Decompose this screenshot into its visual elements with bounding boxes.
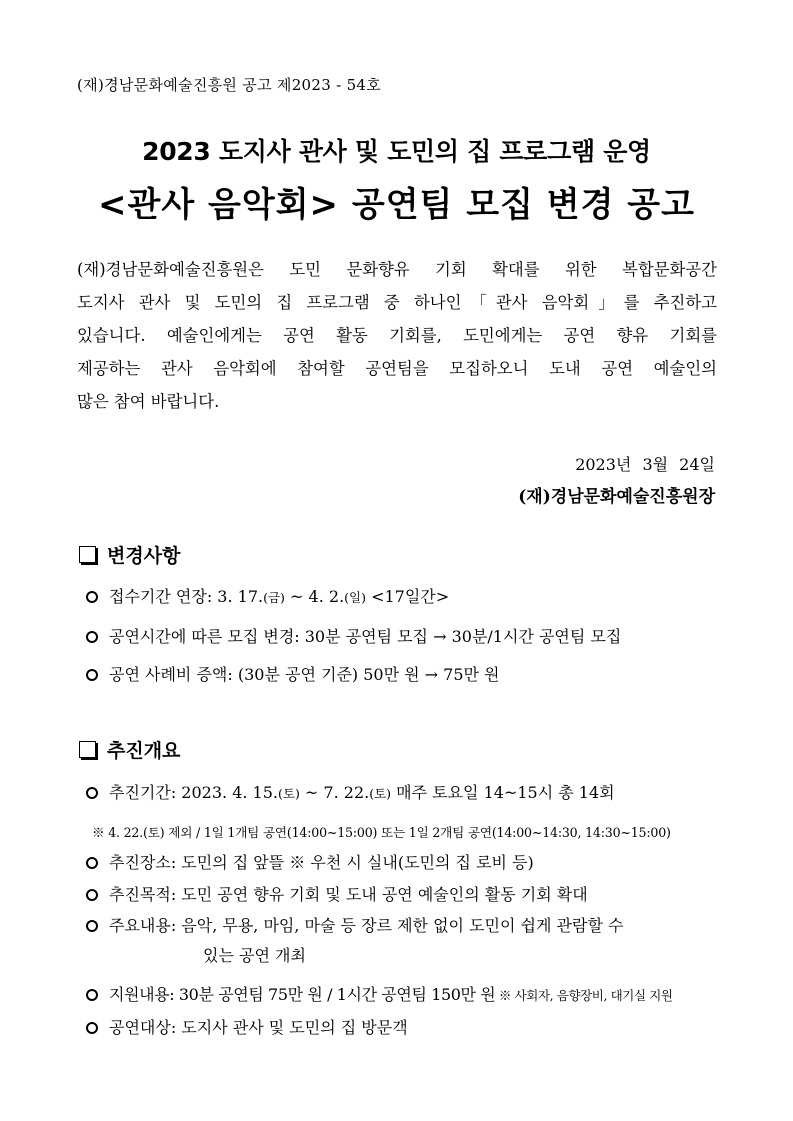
section-heading-overview [79, 736, 180, 763]
weekday: (금) [263, 590, 285, 605]
overview-content-continued: 있는 공연 개최 [203, 946, 306, 965]
overview-text: 주요내용: 음악, 무용, 마임, 마술 등 장르 제한 없이 도민이 쉽게 관람할 수 [109, 916, 624, 935]
overview-item-place [86, 850, 534, 873]
period-note: ※ 4. 22.(토) 제외 / 1일 1개팀 공연(14:00~15:00) 또는 1일 2개팀 공연(14:00~14:30, 14:30~15:00) [92, 825, 671, 840]
overview-item-target [86, 1015, 408, 1038]
overview-item-content [86, 913, 623, 936]
change-item-deadline [86, 584, 449, 607]
intro-line: (재)경남문화예술진흥원은 도민 문화향유 기회 확대를 위한 복합문화공간 [77, 260, 717, 279]
weekday: (일) [344, 590, 366, 605]
change-text: 공연 사례비 증액: (30분 공연 기준) 50만 원 → 75만 원 [109, 665, 500, 684]
section-heading-label: 변경사항 [107, 545, 181, 567]
change-item-fee [86, 662, 500, 685]
circle-bullet-icon [86, 787, 98, 799]
intro-line: 많은 참여 바랍니다. [77, 392, 220, 411]
circle-bullet-icon [86, 631, 98, 643]
intro-line: 제공하는 관사 음악회에 참여할 공연팀을 모집하오니 도내 공연 예술인의 [77, 359, 717, 378]
circle-bullet-icon [86, 920, 98, 932]
intro-paragraph [77, 253, 717, 418]
overview-text: ~ 7. 22. [299, 783, 370, 802]
overview-item-support [86, 982, 673, 1005]
overview-item-period [86, 780, 615, 803]
change-text: <17일간> [366, 587, 450, 606]
checkbox-square-icon [79, 546, 96, 563]
issuer-name: (재)경남문화예술진흥원장 [518, 487, 715, 507]
notice-number: (재)경남문화예술진흥원 공고 제2023 - 54호 [77, 76, 382, 94]
overview-text: 공연대상: 도지사 관사 및 도민의 집 방문객 [109, 1018, 408, 1037]
circle-bullet-icon [86, 989, 98, 1001]
circle-bullet-icon [86, 1022, 98, 1034]
weekday: (토) [278, 786, 300, 801]
overview-item-purpose [86, 882, 588, 905]
intro-line: 도지사 관사 및 도민의 집 프로그램 중 하나인「관사 음악회」를 추진하고 [77, 293, 717, 312]
change-text: ~ 4. 2. [284, 587, 345, 606]
section-heading-label: 추진개요 [107, 740, 181, 762]
notice-date: 2023년 3월 24일 [575, 455, 715, 474]
overview-text: 추진장소: 도민의 집 앞뜰 ※ 우천 시 실내(도민의 집 로비 등) [109, 853, 534, 872]
overview-text: 지원내용: 30분 공연팀 75만 원 / 1시간 공연팀 150만 원 [109, 985, 496, 1004]
section-heading-changes [79, 541, 180, 568]
change-text: 접수기간 연장: 3. 17. [109, 587, 264, 606]
circle-bullet-icon [86, 889, 98, 901]
overview-text: 추진목적: 도민 공연 향유 기회 및 도내 공연 예술인의 활동 기회 확대 [109, 885, 588, 904]
weekday: (토) [369, 786, 392, 801]
overview-text: 매주 토요일 14~15시 총 14회 [391, 783, 615, 802]
circle-bullet-icon [86, 857, 98, 869]
circle-bullet-icon [86, 669, 98, 681]
title-line-2: <관사 음악회> 공연팀 모집 변경 공고 [98, 185, 695, 225]
change-text: 공연시간에 따른 모집 변경: 30분 공연팀 모집 → 30분/1시간 공연팀 모집 [109, 627, 622, 646]
change-item-recruitment [86, 624, 621, 647]
checkbox-square-icon [79, 741, 96, 758]
overview-text: 추진기간: 2023. 4. 15. [109, 783, 278, 802]
support-note: ※ 사회자, 음향장비, 대기실 지원 [495, 988, 673, 1003]
circle-bullet-icon [86, 591, 98, 603]
intro-line: 있습니다. 예술인에게는 공연 활동 기회를, 도민에게는 공연 향유 기회를 [77, 326, 717, 345]
title-line-1: 2023 도지사 관사 및 도민의 집 프로그램 운영 [142, 137, 651, 166]
